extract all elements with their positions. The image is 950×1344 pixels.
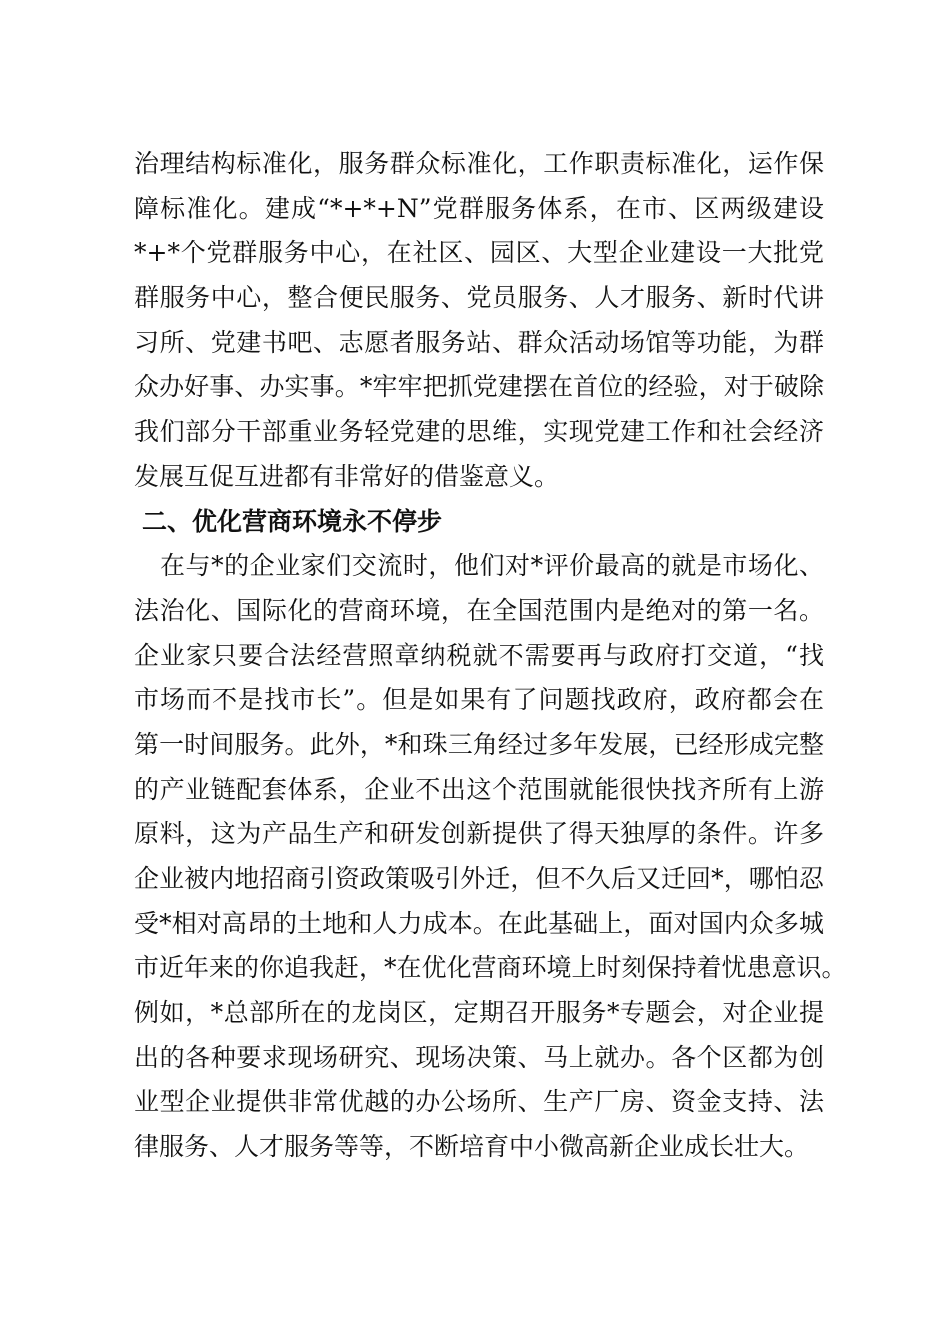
text-line: 市场而不是找市长”。但是如果有了问题找政府，政府都会在 bbox=[134, 685, 824, 715]
text-line: 企业被内地招商引资政策吸引外迁，但不久后又迁回*，哪怕忍 bbox=[134, 864, 824, 893]
text-line: 众办好事、办实事。*牢牢把抓党建摆在首位的经验，对于破除 bbox=[134, 372, 824, 402]
text-line: 在与*的企业家们交流时，他们对*评价最高的就是市场化、 bbox=[160, 551, 824, 581]
text-line: 业型企业提供非常优越的办公场所、生产厂房、资金支持、法 bbox=[134, 1087, 824, 1117]
text-line: 我们部分干部重业务轻党建的思维，实现党建工作和社会经济 bbox=[134, 417, 824, 447]
text-line: 企业家只要合法经营照章纳税就不需要再与政府打交道，“找 bbox=[134, 640, 824, 670]
paragraph-1 bbox=[134, 142, 824, 500]
text-line: 治理结构标准化，服务群众标准化，工作职责标准化，运作保 bbox=[134, 149, 824, 178]
text-line: 障标准化。建成“*+*+N”党群服务体系，在市、区两级建设 bbox=[134, 193, 824, 223]
text-line: 习所、党建书吧、志愿者服务站、群众活动场馆等功能，为群 bbox=[134, 327, 824, 357]
text-line: 群服务中心，整合便民服务、党员服务、人才服务、新时代讲 bbox=[134, 283, 824, 313]
text-line: 第一时间服务。此外，*和珠三角经过多年发展，已经形成完整 bbox=[134, 729, 824, 759]
text-line: 出的各种要求现场研究、现场决策、马上就办。各个区都为创 bbox=[134, 1042, 824, 1072]
text-line: 市近年来的你追我赶，*在优化营商环境上时刻保持着忧患意识。 bbox=[134, 953, 847, 983]
paragraph-2 bbox=[134, 544, 847, 1170]
text-line: 的产业链配套体系，企业不出这个范围就能很快找齐所有上游 bbox=[134, 774, 824, 804]
text-line: 受*相对高昂的土地和人力成本。在此基础上，面对国内众多城 bbox=[134, 908, 824, 938]
text-line: 原料，这为产品生产和研发创新提供了得天独厚的条件。许多 bbox=[134, 819, 824, 849]
section-heading: 二、优化营商环境永不停步 bbox=[142, 506, 443, 536]
text-line: 例如，*总部所在的龙岗区，定期召开服务*专题会，对企业提 bbox=[134, 998, 824, 1028]
text-line: 发展互促互进都有非常好的借鉴意义。 bbox=[134, 461, 560, 491]
text-line: 律服务、人才服务等等，不断培育中小微高新企业成长壮大。 bbox=[134, 1132, 810, 1162]
document-body bbox=[134, 142, 847, 1170]
text-line: 法治化、国际化的营商环境，在全国范围内是绝对的第一名。 bbox=[134, 595, 824, 625]
text-line: *+*个党群服务中心，在社区、园区、大型企业建设一大批党 bbox=[134, 238, 824, 268]
